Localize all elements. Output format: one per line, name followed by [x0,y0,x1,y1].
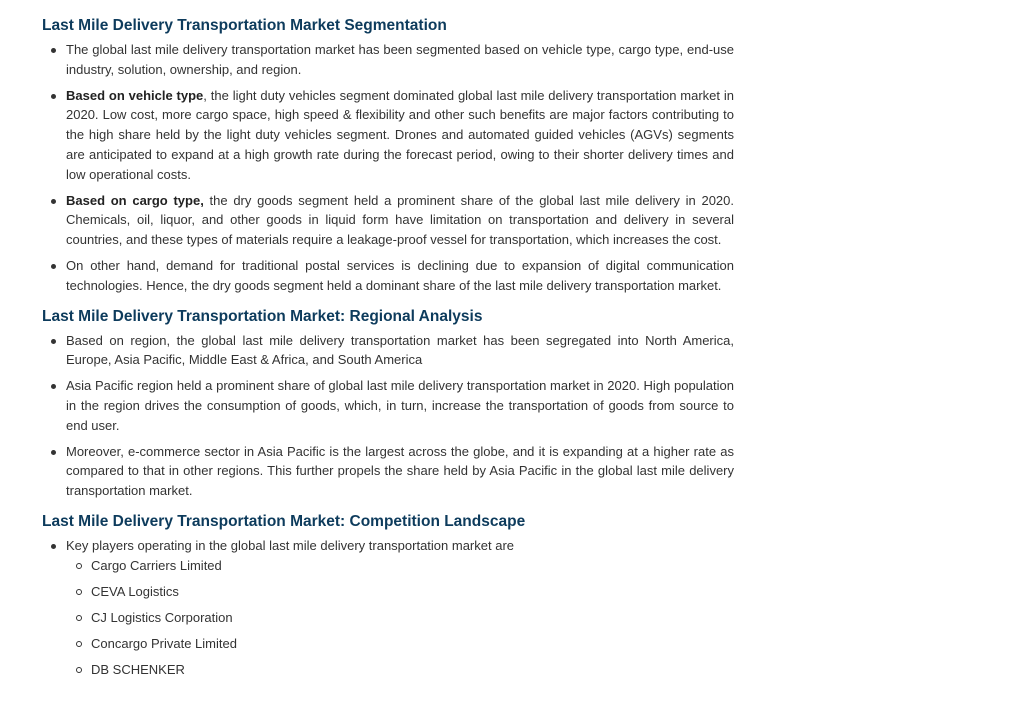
list-item [42,256,734,296]
list-item [42,442,734,501]
section-segmentation [42,15,734,296]
bullet-list [42,536,734,680]
bullet-text: Based on region, the global last mile delivery transportation market has been segregated into North America, Europe, Asia Pacific, Middle East & Africa, and South America [66,332,734,368]
section-title: Last Mile Delivery Transportation Market Segmentation [42,17,447,34]
bullet-text: Key players operating in the global last mile delivery transportation market are [66,537,515,553]
bullet-text: On other hand, demand for traditional postal services is declining due to expansion of digital communication technologies. Hence, the dry goods segment held a dominant share of the last mile delivery transportation market. [66,257,734,293]
section-title: Last Mile Delivery Transportation Market: Regional Analysis [42,307,483,325]
list-item [42,40,734,80]
bullet-text: , the light duty vehicles segment dominated global last mile delivery transportation market in 2020. Low cost, more cargo space, high speed & flexibility and other such benefits are major factors contributing to the high share held by the light duty vehicles segment. Drones and automated guided vehicles (AGVs) segments are anticipated to expand at a high growth rate during the forecast period, owing to their shorter delivery times and low operational costs. [66,87,734,182]
bullet-text: Moreover, e-commerce sector in Asia Pacific is the largest across the globe, and it is expanding at a higher rate as compared to that in other regions. This further propels the share held by Asia Pacific in the global last mile delivery transportation market. [66,443,734,499]
section-regional-analysis [42,306,734,501]
bullet-lead: Based on cargo type, [66,192,204,208]
player-item: Concargo Private Limited [66,634,734,654]
bullet-text: the dry goods segment held a prominent share of the global last mile delivery in 2020. Chemicals, oil, liquor, and other goods in liquid form have limitation on transportation and delivery in several countries, and these types of materials require a leakage-proof vessel for transportation, which increases the cost. [66,192,734,248]
article-content [42,15,734,690]
bullet-list [42,40,734,296]
section-competition-landscape [42,511,734,680]
player-item: CJ Logistics Corporation [66,608,734,628]
player-item: CEVA Logistics [66,582,734,602]
key-players-list [66,556,734,681]
bullet-lead: Based on vehicle type [66,87,204,103]
list-item [42,86,734,185]
bullet-text: The global last mile delivery transportation market has been segmented based on vehicle type, cargo type, end-use industry, solution, ownership, and region. [66,42,734,77]
player-item: DB SCHENKER [66,660,734,680]
list-item [42,191,734,250]
list-item [42,331,734,371]
list-item [42,376,734,435]
section-title: Last Mile Delivery Transportation Market: Competition Landscape [42,512,526,530]
player-item: Cargo Carriers Limited [66,556,734,576]
bullet-text: Asia Pacific region held a prominent share of global last mile delivery transportation market in 2020. High population in the region drives the consumption of goods, which, in turn, increase the transportation of goods from source to end user. [66,378,734,433]
bullet-list [42,331,734,501]
list-item [42,536,734,680]
